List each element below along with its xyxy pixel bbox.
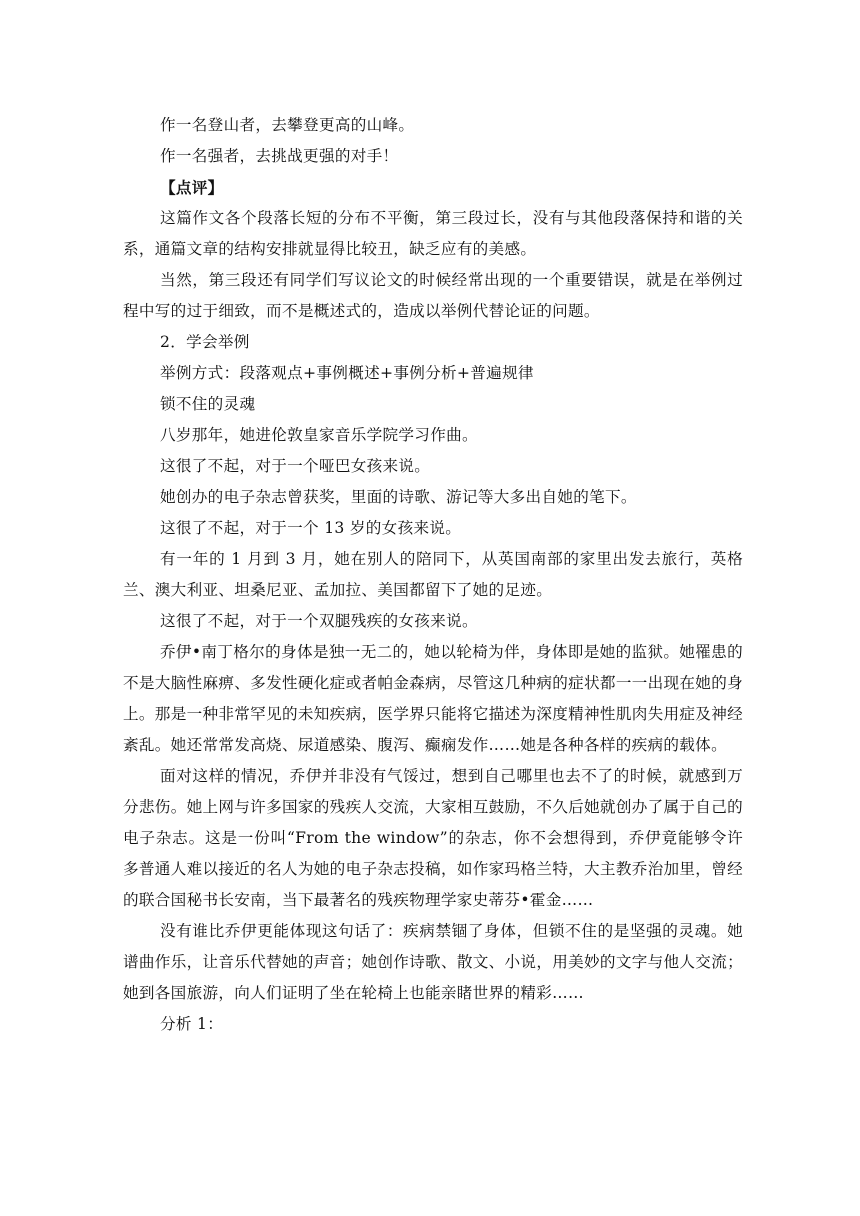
paragraph-example-method: 举例方式：段落观点+事例概述+事例分析+普遍规律 <box>160 364 534 382</box>
paragraph-climber: 作一名登山者，去攀登更高的山峰。 <box>160 116 415 134</box>
paragraph-magazine-award: 她创办的电子杂志曾获奖，里面的诗歌、游记等大多出自她的笔下。 <box>160 488 637 506</box>
section-heading-examples: 2．学会举例 <box>160 333 250 351</box>
paragraph-comment-error: 当然，第三段还有同学们写议论文的时候经常出现的一个重要错误，就是在举例过程中写的过于细致，而不是概述式的，造成以举例代替论证的问题。 <box>123 271 743 320</box>
document-body <box>123 110 743 1040</box>
paragraph-joy-magazine: 面对这样的情况，乔伊并非没有气馁过，想到自己哪里也去不了的时候，就感到万分悲伤。她上网与许多国家的残疾人交流，大家相互鼓励，不久后她就创办了属于自己的电子杂志。这是一份叫“From the window”的杂志，你不会想得到，乔伊竟能够令许多普通人难以接近的名人为她的电子杂志投稿，如作家玛格兰特，大主教乔治加里，曾经的联合国秘书长安南，当下最著名的残疾物理学家史蒂芬•霍金…… <box>123 767 743 909</box>
paragraph-thirteen: 这很了不起，对于一个 13 岁的女孩来说。 <box>160 519 462 537</box>
paragraph-disabled-legs: 这很了不起，对于一个双腿残疾的女孩来说。 <box>160 612 478 630</box>
paragraph-travel: 有一年的 1 月到 3 月，她在别人的陪同下，从英国南部的家里出发去旅行，英格兰、澳大利亚、坦桑尼亚、孟加拉、美国都留下了她的足迹。 <box>123 550 743 599</box>
paragraph-age-eight: 八岁那年，她进伦敦皇家音乐学院学习作曲。 <box>160 426 478 444</box>
essay-title: 锁不住的灵魂 <box>160 395 256 413</box>
paragraph-mute-girl: 这很了不起，对于一个哑巴女孩来说。 <box>160 457 431 475</box>
paragraph-comment-balance: 这篇作文各个段落长短的分布不平衡，第三段过长，没有与其他段落保持和谐的关系，通篇文章的结构安排就显得比较丑，缺乏应有的美感。 <box>123 209 743 258</box>
analysis-label: 分析 1： <box>160 1015 224 1033</box>
comment-heading: 【点评】 <box>160 178 224 197</box>
paragraph-joy-spirit: 没有谁比乔伊更能体现这句话了：疾病禁锢了身体，但锁不住的是坚强的灵魂。她谱曲作乐，让音乐代替她的声音；她创作诗歌、散文、小说，用美妙的文字与他人交流；她到各国旅游，向人们证明了坐在轮椅上也能亲睹世界的精彩…… <box>123 922 743 1002</box>
paragraph-joy-illness: 乔伊•南丁格尔的身体是独一无二的，她以轮椅为伴，身体即是她的监狱。她罹患的不是大脑性麻痹、多发性硬化症或者帕金森病，尽管这几种病的症状都一一出现在她的身上。那是一种非常罕见的未知疾病，医学界只能将它描述为深度精神性肌肉失用症及神经紊乱。她还常常发高烧、尿道感染、腹泻、癫痫发作……她是各种各样的疾病的载体。 <box>123 643 743 754</box>
paragraph-strong-one: 作一名强者，去挑战更强的对手！ <box>160 147 399 165</box>
